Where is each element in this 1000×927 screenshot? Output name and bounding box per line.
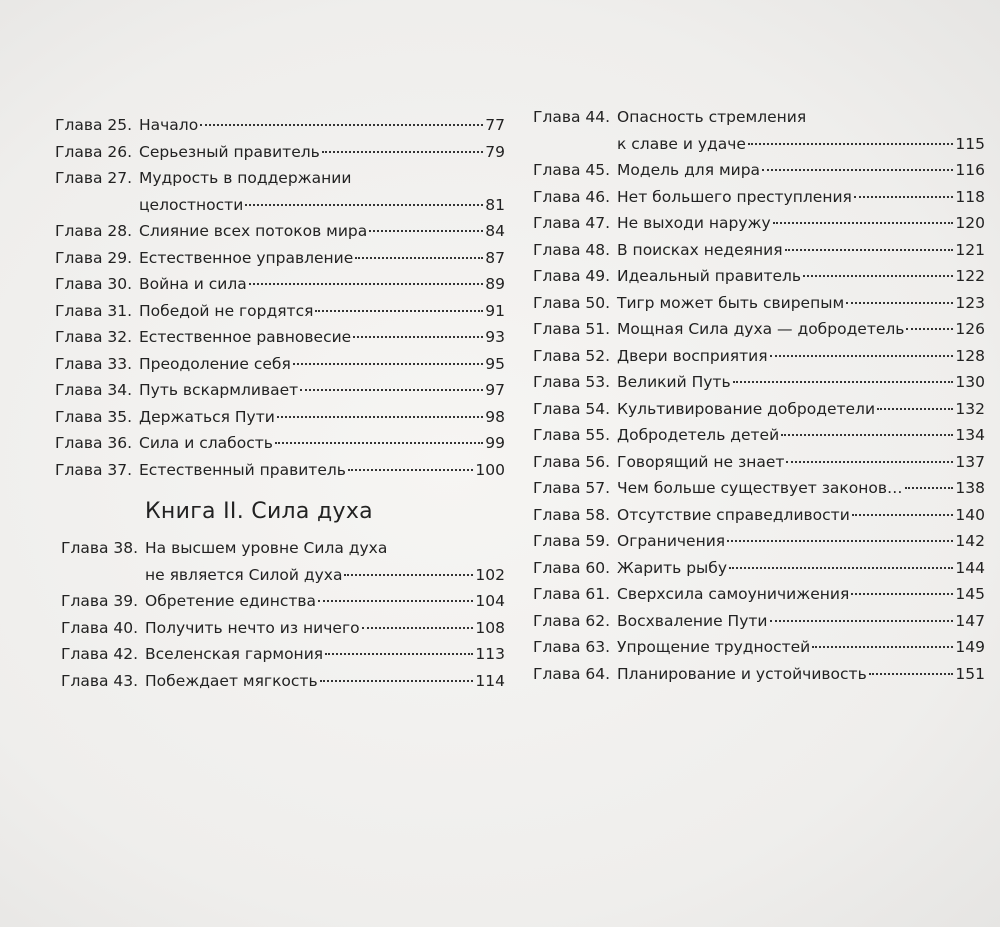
page-number: 104 [475, 592, 505, 610]
toc-entry[interactable] [61, 615, 505, 642]
chapter-title: Естественное управление [139, 248, 354, 267]
chapter-number: Глава 34. [55, 381, 133, 399]
dot-leader [733, 381, 954, 383]
page-number: 79 [485, 142, 505, 161]
chapter-title: Победой не гордятся [139, 301, 314, 320]
chapter-number: Глава 39. [61, 592, 139, 610]
chapter-number: Глава 31. [55, 301, 133, 320]
dot-leader [275, 442, 483, 444]
dot-leader [344, 574, 473, 576]
page-number: 128 [955, 346, 985, 365]
page-number: 137 [955, 452, 985, 471]
toc-entry[interactable] [55, 324, 505, 351]
page-number: 149 [955, 638, 985, 656]
chapter-title: Ограничения [617, 532, 726, 550]
chapter-title: Побеждает мягкость [145, 671, 318, 690]
toc-entry[interactable] [55, 404, 505, 431]
toc-entry[interactable] [55, 298, 505, 325]
chapter-title: Мудрость в поддержании [139, 169, 352, 187]
toc-entry[interactable] [533, 104, 985, 157]
chapter-number: Глава 40. [61, 618, 139, 637]
chapter-number: Глава 61. [533, 585, 611, 603]
chapter-number: Глава 52. [533, 346, 611, 365]
chapter-title: Нет большего преступления [617, 187, 852, 206]
chapter-number: Глава 25. [55, 116, 133, 134]
chapter-title: Держаться Пути [139, 407, 275, 426]
chapter-number: Глава 60. [533, 558, 611, 577]
toc-entry[interactable] [533, 449, 985, 476]
toc-entry[interactable] [533, 210, 985, 237]
chapter-title: Добродетель детей [617, 426, 780, 444]
chapter-number: Глава 29. [55, 248, 133, 267]
toc-left-column [55, 112, 505, 694]
chapter-number: Глава 47. [533, 214, 611, 232]
chapter-number: Глава 43. [61, 671, 139, 690]
dot-leader [785, 249, 954, 251]
dot-leader [369, 230, 483, 232]
dot-leader [277, 416, 483, 418]
dot-leader [762, 169, 953, 171]
toc-list-right [533, 104, 985, 687]
dot-leader [355, 257, 483, 259]
page-number: 118 [955, 187, 985, 206]
dot-leader [854, 196, 954, 198]
dot-leader [727, 540, 953, 542]
chapter-number: Глава 46. [533, 187, 611, 206]
dot-leader [770, 355, 954, 357]
chapter-number: Глава 56. [533, 452, 611, 471]
toc-entry[interactable] [533, 634, 985, 661]
dot-leader [877, 408, 953, 410]
chapter-title: Планирование и устойчивость [617, 664, 867, 683]
toc-entry[interactable] [533, 502, 985, 529]
dot-leader [320, 680, 474, 682]
page-number: 147 [955, 611, 985, 630]
dot-leader [773, 222, 954, 224]
chapter-title: Мощная Сила духа — добродетель [617, 320, 905, 338]
chapter-number: Глава 58. [533, 505, 611, 524]
page-number: 145 [955, 585, 985, 603]
chapter-number: Глава 32. [55, 328, 133, 346]
chapter-title: Великий Путь [617, 373, 731, 391]
page-number: 89 [485, 275, 505, 293]
chapter-number: Глава 53. [533, 373, 611, 391]
toc-entry[interactable] [533, 528, 985, 555]
chapter-title: Путь вскармливает [139, 381, 299, 399]
dot-leader [748, 143, 954, 145]
chapter-title: Чем больше существует законов… [617, 479, 903, 497]
page-number: 95 [485, 354, 505, 373]
toc-entry[interactable] [533, 581, 985, 608]
page-number: 99 [485, 434, 505, 452]
page-number: 91 [485, 301, 505, 320]
chapter-title: Сверхсила самоуничижения [617, 585, 850, 603]
chapter-title: Тигр может быть свирепым [617, 293, 845, 312]
page-number: 84 [485, 222, 505, 240]
chapter-number: Глава 27. [55, 169, 133, 187]
dot-leader [315, 310, 483, 312]
dot-leader [318, 600, 473, 602]
toc-entry[interactable] [55, 351, 505, 378]
page-number: 122 [955, 267, 985, 285]
page-number: 115 [955, 134, 985, 153]
toc-entry[interactable] [55, 271, 505, 298]
chapter-title: Говорящий не знает [617, 452, 785, 471]
page-number: 100 [475, 460, 505, 479]
chapter-number: Глава 51. [533, 320, 611, 338]
page-number: 116 [955, 161, 985, 179]
dot-leader [348, 469, 474, 471]
chapter-title: Модель для мира [617, 161, 761, 179]
chapter-title: В поисках недеяния [617, 240, 783, 259]
chapter-title: Преодоление себя [139, 354, 291, 373]
toc-entry[interactable] [61, 588, 505, 615]
chapter-number: Глава 55. [533, 426, 611, 444]
chapter-title: Естественное равновесие [139, 328, 352, 346]
dot-leader [325, 653, 473, 655]
page-number: 140 [955, 505, 985, 524]
page-number: 97 [485, 381, 505, 399]
dot-leader [245, 204, 483, 206]
page-number: 151 [955, 664, 985, 683]
chapter-number: Глава 49. [533, 267, 611, 285]
toc-entry[interactable] [533, 263, 985, 290]
chapter-title: Упрощение трудностей [617, 638, 811, 656]
chapter-title: Получить нечто из ничего [145, 618, 360, 637]
dot-leader [869, 673, 954, 675]
toc-list-book-2 [61, 535, 505, 694]
dot-leader [781, 434, 953, 436]
chapter-title: Жарить рыбу [617, 558, 728, 577]
chapter-number: Глава 36. [55, 434, 133, 452]
toc-right-column [533, 104, 985, 687]
toc-entry[interactable] [55, 457, 505, 484]
chapter-title: Культивирование добродетели [617, 399, 876, 418]
toc-entry[interactable] [61, 641, 505, 668]
toc-entry[interactable] [61, 535, 505, 588]
book-heading: Книга II. Сила духа [145, 499, 373, 524]
dot-leader [812, 646, 953, 648]
toc-entry[interactable] [533, 184, 985, 211]
page-number: 102 [475, 565, 505, 584]
dot-leader [803, 275, 953, 277]
chapter-title: Вселенская гармония [145, 645, 324, 663]
dot-leader [770, 620, 954, 622]
chapter-title: Восхваление Пути [617, 611, 768, 630]
page-number: 126 [955, 320, 985, 338]
toc-entry[interactable] [533, 343, 985, 370]
dot-leader [300, 389, 483, 391]
chapter-title-continued: целостности [139, 195, 244, 214]
dot-leader [729, 567, 953, 569]
page-number: 132 [955, 399, 985, 418]
page-number: 144 [955, 558, 985, 577]
chapter-number: Глава 57. [533, 479, 611, 497]
chapter-title: Двери восприятия [617, 346, 768, 365]
chapter-number: Глава 28. [55, 222, 133, 240]
page-number: 138 [955, 479, 985, 497]
chapter-number: Глава 30. [55, 275, 133, 293]
toc-entry[interactable] [533, 237, 985, 264]
chapter-number: Глава 63. [533, 638, 611, 656]
page-number: 134 [955, 426, 985, 444]
chapter-title: Начало [139, 116, 199, 134]
chapter-number: Глава 50. [533, 293, 611, 312]
chapter-number: Глава 38. [61, 539, 139, 557]
toc-entry[interactable] [533, 422, 985, 449]
dot-leader [851, 593, 953, 595]
toc-entry[interactable] [533, 290, 985, 317]
chapter-number: Глава 44. [533, 108, 611, 126]
page-number: 113 [475, 645, 505, 663]
chapter-number: Глава 26. [55, 142, 133, 161]
dot-leader [905, 487, 954, 489]
chapter-number: Глава 62. [533, 611, 611, 630]
chapter-title: Обретение единства [145, 592, 317, 610]
toc-entry[interactable] [533, 661, 985, 688]
page-number: 98 [485, 407, 505, 426]
chapter-number: Глава 59. [533, 532, 611, 550]
toc-entry[interactable] [533, 157, 985, 184]
chapter-title: Естественный правитель [139, 460, 346, 479]
dot-leader [322, 151, 483, 153]
toc-entry[interactable] [55, 377, 505, 404]
toc-entry[interactable] [533, 555, 985, 582]
chapter-title: Идеальный правитель [617, 267, 802, 285]
chapter-number: Глава 45. [533, 161, 611, 179]
dot-leader [852, 514, 954, 516]
page-number: 87 [485, 248, 505, 267]
chapter-number: Глава 42. [61, 645, 139, 663]
toc-entry[interactable] [55, 165, 505, 218]
page-number: 130 [955, 373, 985, 391]
toc-entry[interactable] [61, 668, 505, 695]
toc-entry[interactable] [533, 475, 985, 502]
dot-leader [846, 302, 953, 304]
chapter-title-continued: к славе и удаче [617, 134, 746, 153]
toc-entry[interactable] [533, 396, 985, 423]
toc-entry[interactable] [55, 430, 505, 457]
chapter-title: Не выходи наружу [617, 214, 771, 232]
toc-entry[interactable] [55, 218, 505, 245]
chapter-title: На высшем уровне Сила духа [145, 539, 388, 557]
chapter-title: Опасность стремления [617, 108, 807, 126]
dot-leader [249, 283, 484, 285]
page-number: 142 [955, 532, 985, 550]
page-number: 114 [475, 671, 505, 690]
chapter-title: Серьезный правитель [139, 142, 320, 161]
page-number: 120 [955, 214, 985, 232]
chapter-number: Глава 33. [55, 354, 133, 373]
chapter-number: Глава 37. [55, 460, 133, 479]
dot-leader [906, 328, 953, 330]
chapter-number: Глава 48. [533, 240, 611, 259]
chapter-title: Война и сила [139, 275, 247, 293]
page-number: 121 [955, 240, 985, 259]
page-number: 93 [485, 328, 505, 346]
chapter-number: Глава 64. [533, 664, 611, 683]
toc-entry[interactable] [55, 112, 505, 139]
chapter-title: Отсутствие справедливости [617, 505, 850, 524]
page-number: 123 [955, 293, 985, 312]
chapter-title: Слияние всех потоков мира [139, 222, 368, 240]
toc-entry[interactable] [533, 316, 985, 343]
dot-leader [353, 336, 483, 338]
toc-list-book-1 [55, 112, 505, 483]
chapter-number: Глава 54. [533, 399, 611, 418]
page-number: 81 [485, 195, 505, 214]
toc-entry[interactable] [55, 139, 505, 166]
dot-leader [293, 363, 483, 365]
toc-entry[interactable] [55, 245, 505, 272]
dot-leader [362, 627, 474, 629]
chapter-title: Сила и слабость [139, 434, 273, 452]
chapter-number: Глава 35. [55, 407, 133, 426]
page-number: 77 [485, 116, 505, 134]
dot-leader [786, 461, 953, 463]
toc-entry[interactable] [533, 608, 985, 635]
page-number: 108 [475, 618, 505, 637]
chapter-title-continued: не является Силой духа [145, 565, 343, 584]
toc-entry[interactable] [533, 369, 985, 396]
dot-leader [200, 124, 483, 126]
